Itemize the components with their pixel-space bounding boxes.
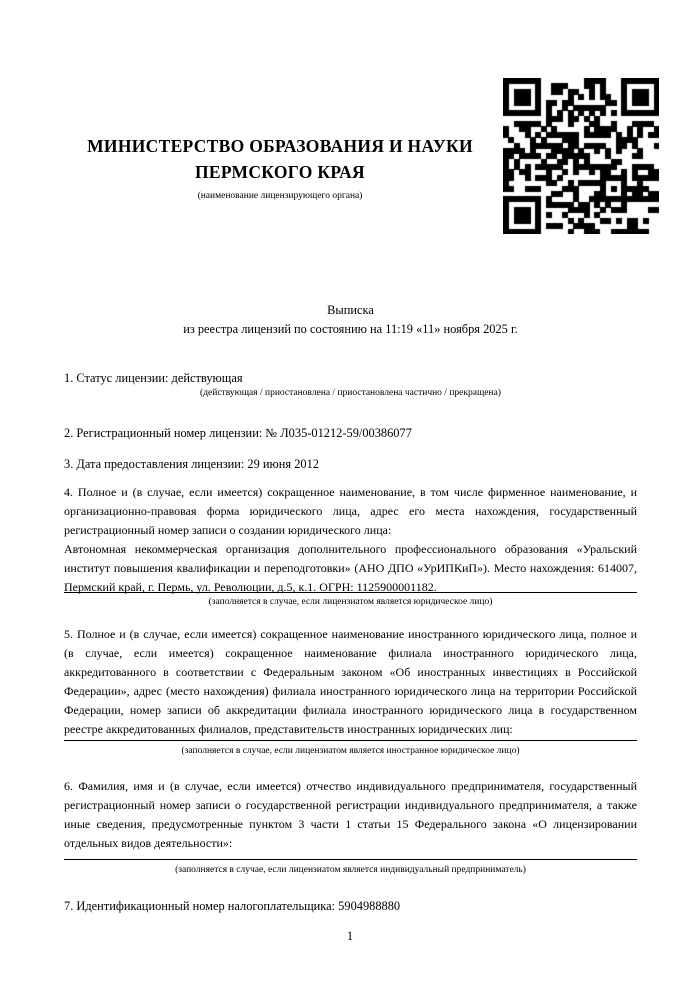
ministry-title-line2: ПЕРМСКОГО КРАЯ: [195, 162, 365, 182]
page-number: 1: [346, 929, 354, 943]
section-registration-number: 2. Регистрационный номер лицензии: № Л035-01212-59/00386077: [64, 426, 412, 440]
licensing-authority-name: [64, 133, 496, 185]
section-legal-entity-value: Автономная некоммерческая организация дополнительного профессионального образования «Уральский институт повышения квалификации и переподготовки» (АНО ДПО «УрИПКиП»). Место нахождения: 614007, Пермский край, г. Пермь, ул. Революции, д.5, к.1. ОГРН: 1125900001182.: [64, 542, 637, 594]
section-foreign-entity-rule: [64, 740, 637, 741]
qr-code-icon: [503, 78, 659, 234]
section-foreign-entity-caption: (заполняется в случае, если лицензиатом является иностранное юридическое лицо): [181, 746, 520, 756]
document-title-line2: из реестра лицензий по состоянию на 11:19 «11» ноября 2025 г.: [183, 321, 518, 336]
section-individual-entrepreneur-rule: [64, 859, 637, 860]
licensing-authority-caption: (наименование лицензирующего органа): [197, 191, 363, 201]
section-individual-entrepreneur: [64, 777, 637, 853]
section-license-status: 1. Статус лицензии: действующая: [64, 371, 243, 385]
section-taxpayer-number: 7. Идентификационный номер налогоплательщика: 5904988880: [64, 899, 401, 913]
section-legal-entity: [64, 483, 637, 597]
document-title: [64, 301, 637, 338]
section-legal-entity-text: 4. Полное и (в случае, если имеется) сокращенное наименование, в том числе фирменное наименование, и организационно-правовая форма юридического лица, адрес его места нахождения, государственный регистрационный номер записи о создании юридического лица:: [64, 485, 637, 537]
ministry-title-line1: МИНИСТЕРСТВО ОБРАЗОВАНИЯ И НАУКИ: [87, 136, 473, 156]
section-individual-entrepreneur-text: 6. Фамилия, имя и (в случае, если имеется) отчество индивидуального предпринимателя, государственный регистрационный номер записи о государственной регистрации индивидуального предпринимателя, а также иные сведения, предусмотренные пунктом 3 части 1 статьи 15 Федерального закона «О лицензировании отдельных видов деятельности»:: [64, 779, 637, 850]
section-license-grant-date: 3. Дата предоставления лицензии: 29 июня 2012: [64, 457, 320, 471]
document-title-line1: Выписка: [327, 303, 374, 317]
section-individual-entrepreneur-caption: (заполняется в случае, если лицензиатом является индивидуальный предприниматель): [175, 865, 526, 875]
section-legal-entity-caption: (заполняется в случае, если лицензиатом является юридическое лицо): [208, 597, 493, 607]
section-foreign-entity-text: 5. Полное и (в случае, если имеется) сокращенное наименование иностранного юридического лица, полное и (в случае, если имеется) сокращенное наименование филиала иностранного юридического лица, аккредитованного в соответствии с Федеральным законом «Об иностранных инвестициях в Российской Федерации», адрес (место нахождения) филиала иностранного юридического лица на территории Российской Федерации, номер записи об аккредитации филиала иностранного юридического лица в государственном реестре аккредитованных филиалов, представительств иностранных юридических лиц:: [64, 627, 637, 736]
section-foreign-entity: [64, 625, 637, 739]
section-license-status-caption: (действующая / приостановлена / приостановлена частично / прекращена): [200, 388, 501, 398]
section-legal-entity-rule: [64, 592, 637, 593]
